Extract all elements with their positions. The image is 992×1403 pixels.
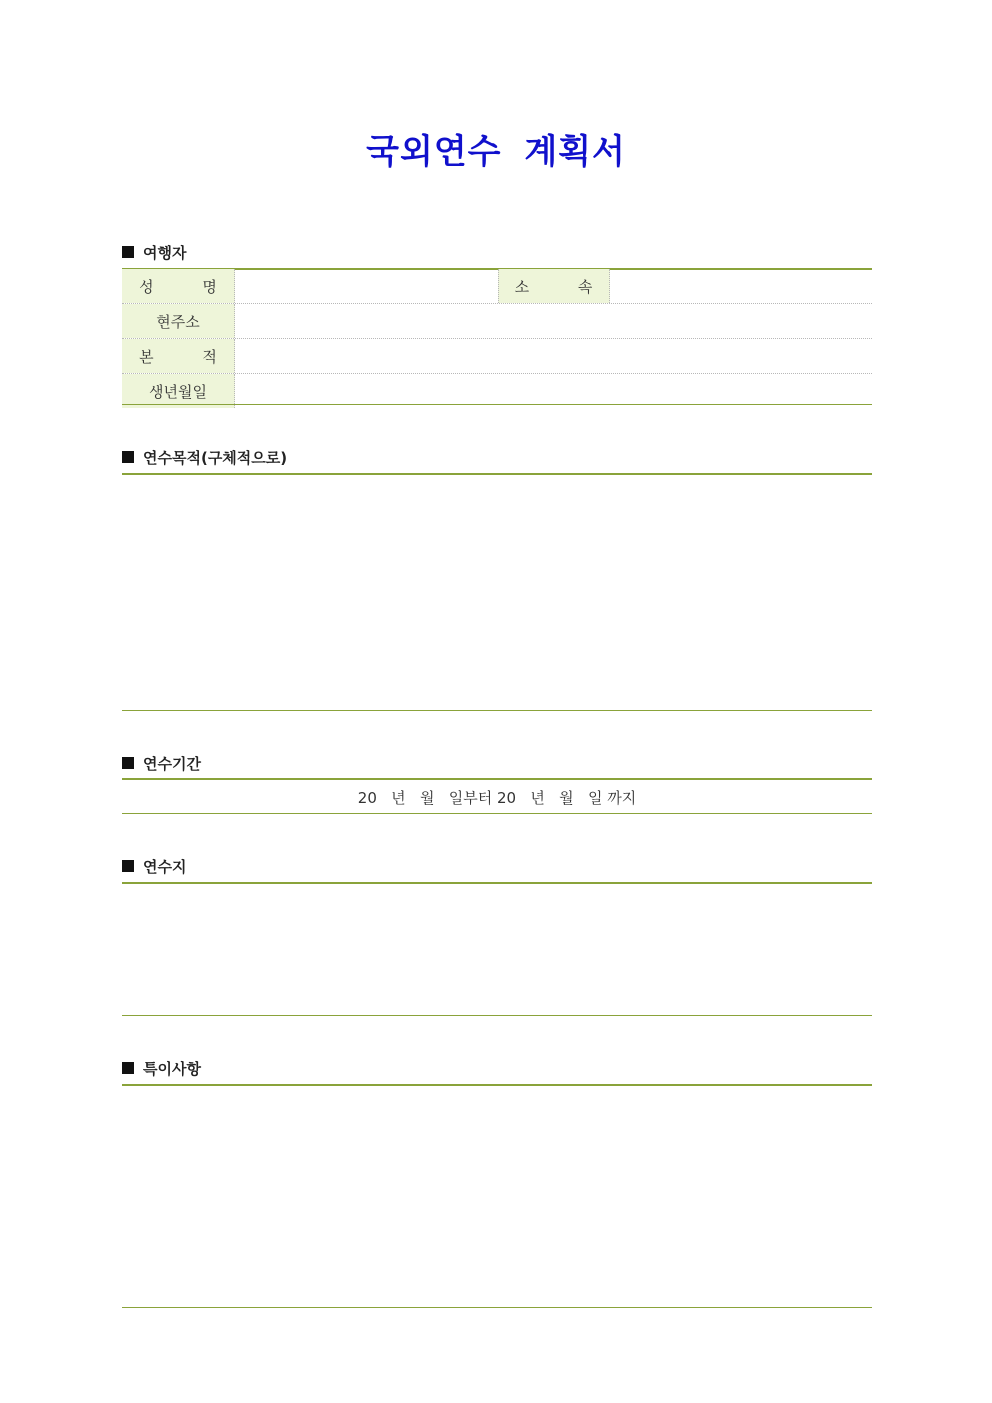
table-row-address: [122, 304, 872, 339]
black-square-icon: [122, 757, 134, 769]
section-heading-traveler: [122, 241, 872, 263]
section-top-rule: [122, 1084, 872, 1086]
period-field[interactable]: 20 년 월 일부터 20 년 월 일 까지: [357, 788, 637, 807]
section-bottom-rule: [122, 1307, 872, 1308]
table-row-domicile: [122, 339, 872, 374]
section-heading-destination: [122, 855, 872, 877]
table-row-name: [122, 269, 872, 304]
section-bottom-rule: [122, 404, 872, 405]
affiliation-label: 소 속: [498, 269, 610, 303]
black-square-icon: [122, 246, 134, 258]
notes-field[interactable]: [122, 1087, 872, 1305]
traveler-table: [122, 269, 872, 408]
address-field[interactable]: [235, 304, 872, 338]
section-heading-notes-label: 특이사항: [143, 1059, 201, 1078]
black-square-icon: [122, 860, 134, 872]
black-square-icon: [122, 1062, 134, 1074]
destination-field[interactable]: [122, 885, 872, 1013]
section-top-rule: [122, 473, 872, 475]
section-top-rule: [122, 882, 872, 884]
section-heading-purpose-label: 연수목적(구체적으로): [143, 448, 288, 467]
name-label: 성 명: [122, 269, 235, 303]
section-heading-destination-label: 연수지: [143, 857, 187, 876]
birthdate-label: 생년월일: [122, 374, 235, 408]
section-heading-traveler-label: 여행자: [143, 243, 187, 262]
section-heading-notes: [122, 1057, 872, 1079]
section-heading-period: [122, 752, 872, 774]
purpose-field[interactable]: [122, 476, 872, 708]
birthdate-field[interactable]: [235, 374, 872, 408]
table-row-birthdate: [122, 374, 872, 408]
section-bottom-rule: [122, 1015, 872, 1016]
affiliation-field[interactable]: [610, 269, 873, 303]
document-title: 국외연수 계획서: [366, 132, 626, 172]
black-square-icon: [122, 451, 134, 463]
address-label: 현주소: [122, 304, 235, 338]
section-bottom-rule: [122, 710, 872, 711]
domicile-label: 본 적: [122, 339, 235, 373]
name-field[interactable]: [235, 269, 498, 303]
section-bottom-rule: [122, 813, 872, 814]
section-heading-purpose: [122, 446, 872, 468]
domicile-field[interactable]: [235, 339, 872, 373]
section-heading-period-label: 연수기간: [143, 754, 201, 773]
